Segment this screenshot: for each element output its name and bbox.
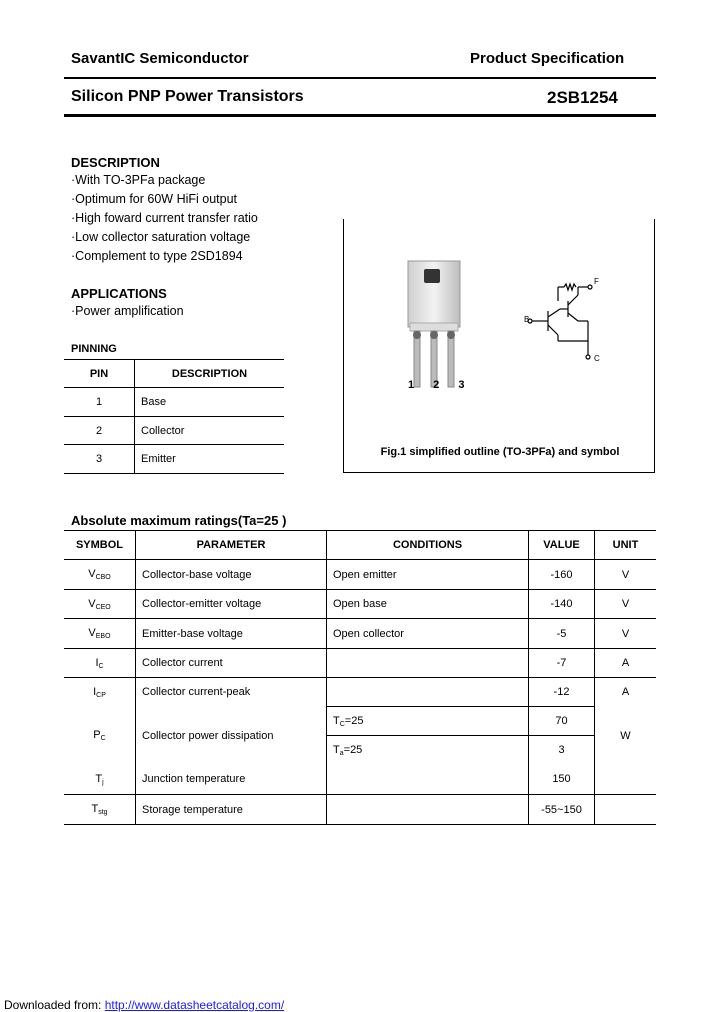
value-cell: -5 — [529, 619, 595, 649]
parameter-cell: Storage temperature — [136, 795, 327, 825]
header-rule-bottom — [64, 114, 656, 117]
value-cell: -140 — [529, 590, 595, 619]
table-row — [64, 649, 656, 678]
conditions-cell — [327, 795, 529, 825]
list-item: ·Optimum for 60W HiFi output — [71, 192, 238, 206]
table-row — [64, 417, 284, 445]
unit-cell — [595, 765, 657, 795]
table-row — [64, 678, 656, 707]
list-item: ·Low collector saturation voltage — [71, 230, 251, 244]
value-cell: 150 — [529, 765, 595, 795]
table-row — [64, 560, 656, 590]
pin-header: PIN — [64, 360, 135, 388]
symbol-cell: $T_j$ — [64, 765, 136, 795]
conditions-cell — [327, 678, 529, 707]
symbol-cell: $P_C$ — [64, 707, 136, 765]
conditions-cell: $T_C=25$ — [327, 707, 529, 736]
conditions-header: CONDITIONS — [327, 531, 529, 560]
pin-numbers: 1 2 3 — [408, 379, 473, 391]
unit-cell: W — [620, 729, 631, 742]
unit-cell: V — [595, 560, 657, 590]
company-name: SavantIC Semiconductor — [71, 50, 249, 67]
footer-label: Downloaded from: — [4, 998, 105, 1012]
conditions-cell: Open collector — [327, 619, 529, 649]
parameter-cell: Emitter-base voltage — [136, 619, 327, 649]
table-row — [64, 795, 656, 825]
symbol-cell: $I_C$ — [64, 649, 136, 678]
symbol-cell: $T_{stg}$ — [64, 795, 136, 825]
pin-description: Base — [135, 388, 285, 417]
ratings-table — [64, 530, 656, 825]
doc-type: Product Specification — [470, 50, 625, 67]
unit-header: UNIT — [595, 531, 657, 560]
pinning-title: PINNING — [71, 343, 117, 355]
table-row — [64, 445, 284, 474]
symbol-cell: $V_{CEO}$ — [64, 590, 136, 619]
figure-caption: Fig.1 simplified outline (TO-3PFa) and symbol — [380, 446, 620, 458]
pinning-table — [64, 359, 284, 474]
parameter-cell: Collector current — [136, 649, 327, 678]
symbol-cell: $V_{CBO}$ — [64, 560, 136, 590]
value-cell: -160 — [529, 560, 595, 590]
footer — [4, 998, 284, 1012]
parameter-header: PARAMETER — [136, 531, 327, 560]
table-header-row — [64, 360, 284, 388]
parameter-cell: Collector current-peak — [136, 678, 327, 707]
conditions-cell: Open emitter — [327, 560, 529, 590]
parameter-cell: Collector power dissipation — [136, 707, 327, 765]
product-line: Silicon PNP Power Transistors — [71, 88, 304, 105]
table-header-row — [64, 531, 656, 560]
parameter-cell: Collector-emitter voltage — [136, 590, 327, 619]
parameter-cell: Junction temperature — [136, 765, 327, 795]
value-cell: 70 — [529, 707, 595, 736]
unit-cell: V — [595, 619, 657, 649]
symbol-cell: $I_{CP}$ — [64, 678, 136, 707]
table-row — [64, 765, 656, 795]
pin-number: 1 — [64, 388, 135, 417]
header-rule-top — [64, 77, 656, 79]
label-b: B — [524, 315, 530, 324]
unit-cell: A — [621, 686, 630, 699]
applications-list — [71, 302, 184, 321]
label-f: F — [594, 277, 599, 286]
pin-description: Emitter — [135, 445, 285, 474]
unit-cell: V — [595, 590, 657, 619]
part-number: 2SB1254 — [547, 88, 618, 107]
symbol-header: SYMBOL — [64, 531, 136, 560]
description-list — [71, 171, 258, 266]
conditions-cell — [327, 765, 529, 795]
list-item: ·Power amplification — [71, 304, 184, 318]
ratings-title: Absolute maximum ratings(Ta=25 ) — [71, 513, 287, 528]
value-cell: -12 — [529, 678, 595, 707]
pin-description: Collector — [135, 417, 285, 445]
pin-number: 3 — [64, 445, 135, 474]
table-row — [64, 619, 656, 649]
unit-cell — [595, 795, 657, 825]
value-cell: -55~150 — [529, 795, 595, 825]
conditions-cell — [327, 649, 529, 678]
description-title: DESCRIPTION — [71, 155, 160, 170]
to3pfa-package-icon — [404, 257, 468, 391]
parameter-cell: Collector-base voltage — [136, 560, 327, 590]
list-item: ·With TO-3PFa package — [71, 173, 206, 187]
figure-box — [343, 219, 655, 473]
table-row — [64, 388, 284, 417]
applications-title: APPLICATIONS — [71, 286, 167, 301]
value-cell: 3 — [529, 736, 595, 765]
unit-cell: A — [595, 649, 657, 678]
list-item: ·Complement to type 2SD1894 — [71, 249, 243, 263]
footer-link[interactable]: http://www.datasheetcatalog.com/ — [104, 998, 285, 1012]
description-header: DESCRIPTION — [135, 360, 285, 388]
pin-number: 2 — [64, 417, 135, 445]
conditions-cell: $T_a=25$ — [327, 736, 529, 765]
conditions-cell: Open base — [327, 590, 529, 619]
symbol-cell: $V_{EBO}$ — [64, 619, 136, 649]
value-cell: -7 — [529, 649, 595, 678]
list-item: ·High foward current transfer ratio — [71, 211, 258, 225]
table-row — [64, 707, 656, 736]
label-c: C — [594, 354, 600, 363]
value-header: VALUE — [529, 531, 595, 560]
table-row — [64, 590, 656, 619]
